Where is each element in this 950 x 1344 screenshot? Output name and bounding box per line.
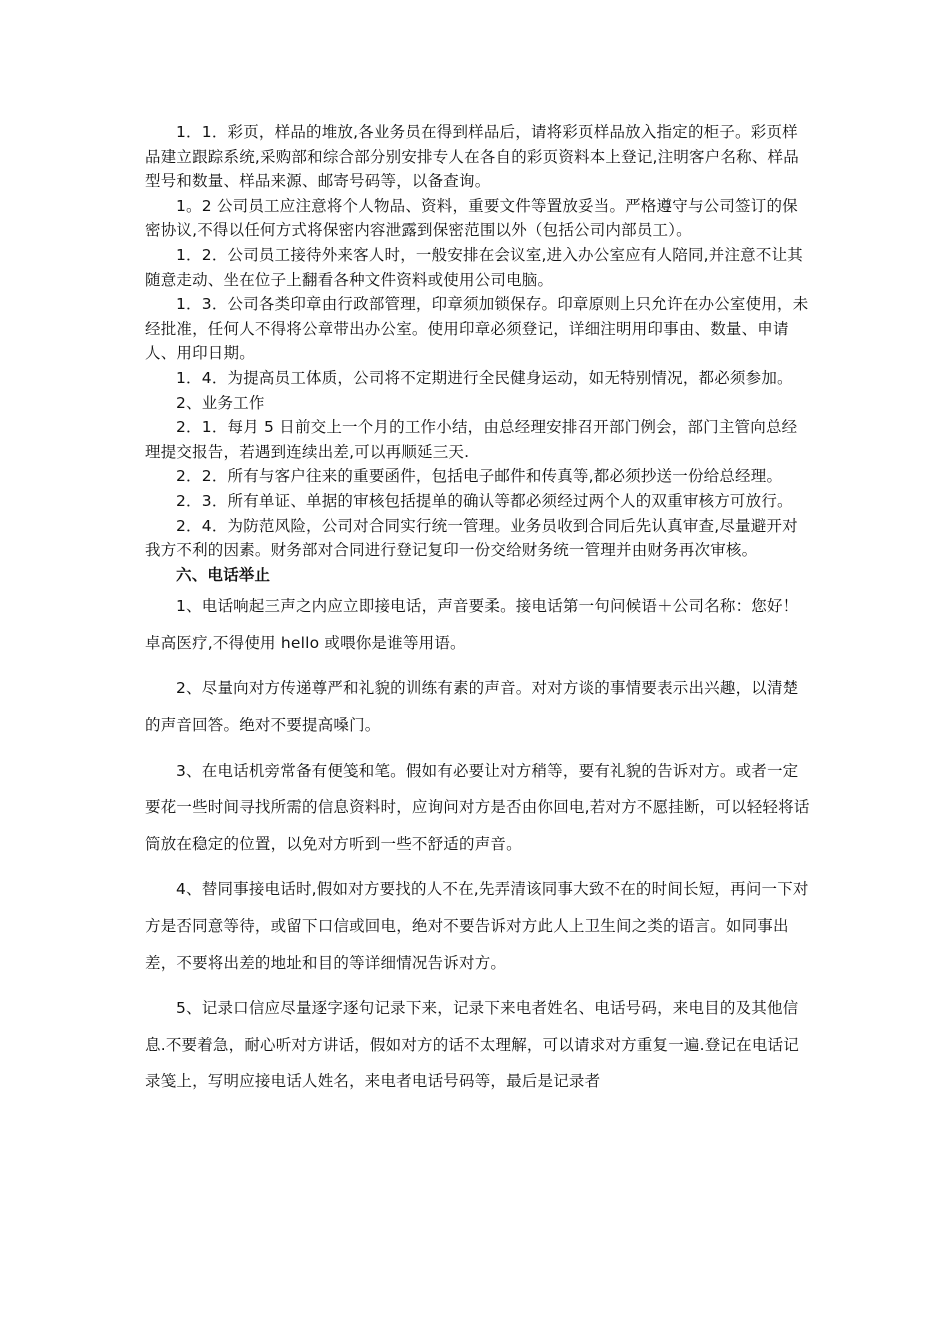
paragraph-2-2: 2．2．所有与客户往来的重要函件，包括电子邮件和传真等,都必须抄送一份给总经理。: [176, 467, 783, 486]
phone-rule-4: 4、替同事接电话时,假如对方要找的人不在,先弄清该同事大致不在的时间长短，再问一下对方是否同意等待，或留下口信或回电，绝对不要告诉对方此人上卫生间之类的语言。如同事出差，不要将出差的地址和目的等详细情况告诉对方。: [145, 880, 809, 972]
paragraph-1-2-visitors: 1．2．公司员工接待外来客人时，一般安排在会议室,进入办公室应有人陪同,并注意不让其随意走动、坐在位子上翻看各种文件资料或使用公司电脑。: [145, 245, 803, 289]
paragraph-1-2-confidentiality: 1。2 公司员工应注意将个人物品、资料，重要文件等置放妥当。严格遵守与公司签订的保密协议,不得以任何方式将保密内容泄露到保密范围以外（包括公司内部员工）。: [145, 196, 798, 240]
section-heading-business: 2、业务工作: [176, 393, 265, 412]
paragraph-2-4: 2．4．为防范风险，公司对合同实行统一管理。业务员收到合同后先认真审查,尽量避开对我方不利的因素。财务部对合同进行登记复印一份交给财务统一管理并由财务再次审核。: [145, 516, 798, 560]
paragraph-2-3: 2．3．所有单证、单据的审核包括提单的确认等都必须经过两个人的双重审核方可放行。: [176, 491, 793, 510]
paragraph-1-3: 1．3．公司各类印章由行政部管理，印章须加锁保存。印章原则上只允许在办公室使用，未经批准，任何人不得将公章带出办公室。使用印章必须登记，详细注明用印事由、数量、申请人、用印日期。: [145, 295, 809, 363]
section-heading-phone: 六、电话举止: [176, 565, 271, 584]
phone-rule-1: 1、电话响起三声之内应立即接电话，声音要柔。接电话第一句问候语＋公司名称：您好！卓高医疗,不得使用 hello 或喂你是谁等用语。: [145, 597, 799, 652]
phone-rule-2: 2、尽量向对方传递尊严和礼貌的训练有素的声音。对对方谈的事情要表示出兴趣，以清楚的声音回答。绝对不要提高嗓门。: [145, 679, 799, 735]
document-page: [145, 120, 810, 1109]
paragraph-1-4: 1．4．为提高员工体质，公司将不定期进行全民健身运动，如无特别情况，都必须参加。: [176, 368, 793, 387]
paragraph-2-1: 2．1．每月 5 日前交上一个月的工作小结，由总经理安排召开部门例会，部门主管向总经理提交报告，若遇到连续出差,可以再顺延三天.: [145, 418, 798, 461]
phone-rule-5: 5、记录口信应尽量逐字逐句记录下来，记录下来电者姓名、电话号码，来电目的及其他信息.不要着急，耐心听对方讲话，假如对方的话不太理解，可以请求对方重复一遍.登记在电话记录笺上，写明应接电话人姓名，来电者电话号码等，最后是记录者: [145, 999, 799, 1091]
paragraph-1-1: 1．1．彩页，样品的堆放,各业务员在得到样品后，请将彩页样品放入指定的柜子。彩页样品建立跟踪系统,采购部和综合部分别安排专人在各自的彩页资料本上登记,注明客户名称、样品型号和数量、样品来源、邮寄号码等，以备查询。: [145, 123, 799, 191]
phone-rule-3: 3、在电话机旁常备有便笺和笔。假如有必要让对方稍等，要有礼貌的告诉对方。或者一定要花一些时间寻找所需的信息资料时，应询问对方是否由你回电,若对方不愿挂断，可以轻轻将话筒放在稳定的位置，以免对方听到一些不舒适的声音。: [145, 761, 810, 853]
